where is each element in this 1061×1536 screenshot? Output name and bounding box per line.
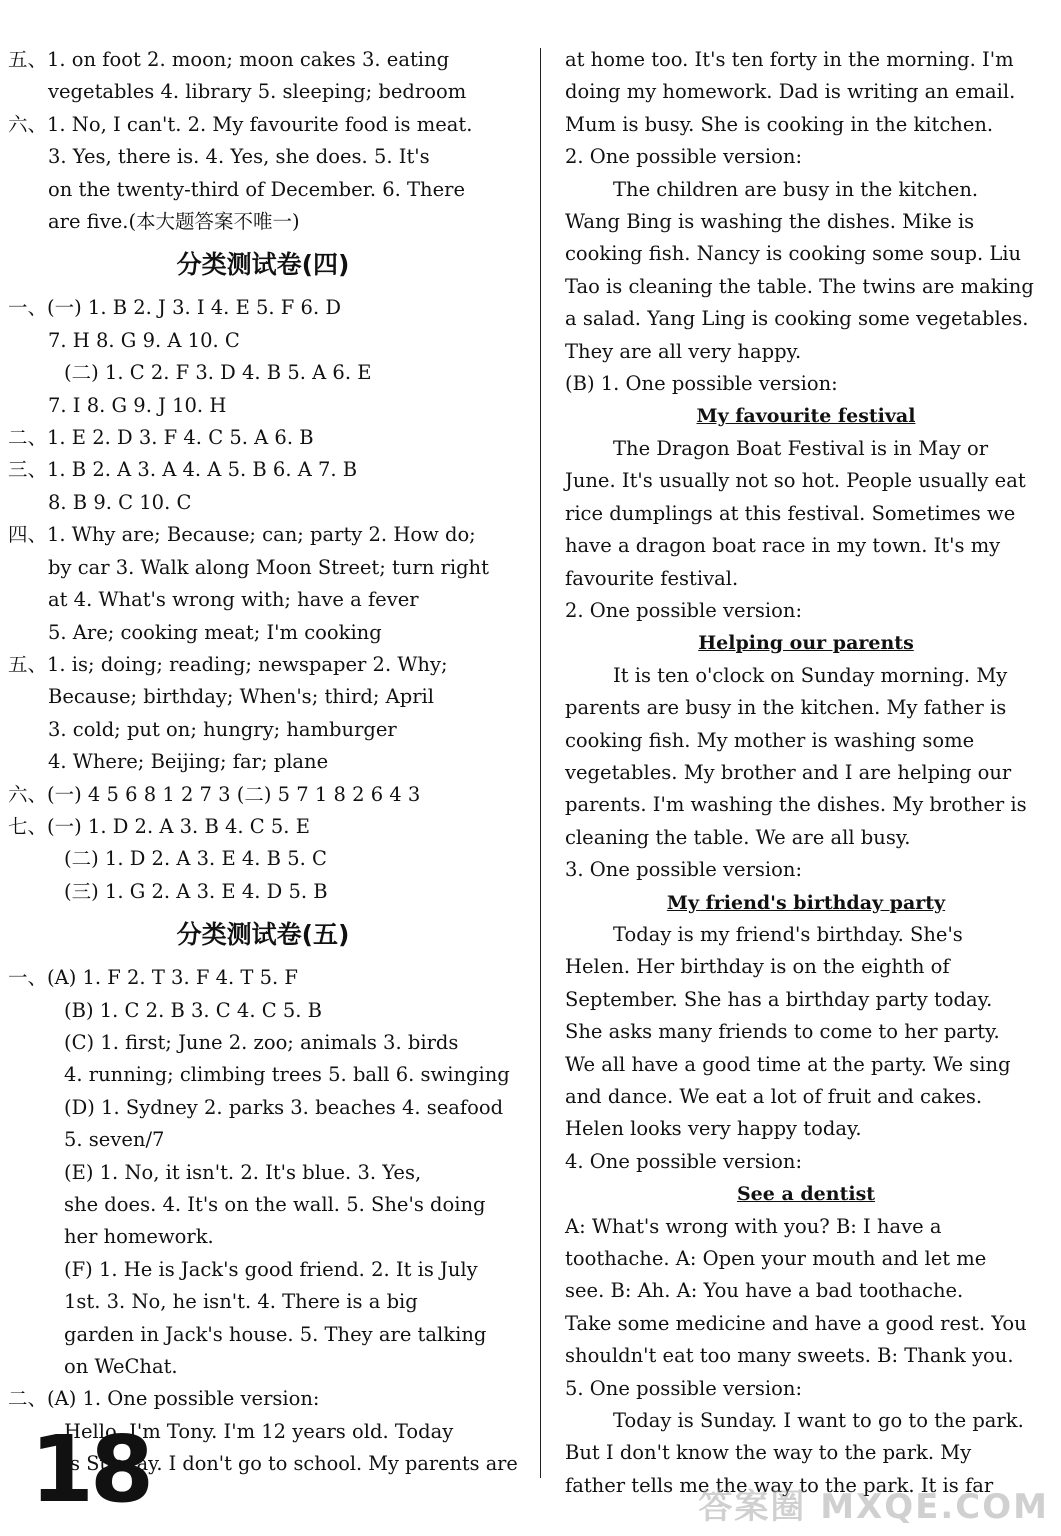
answer-line: 一、(A) 1. F 2. T 3. F 4. T 5. F <box>8 966 298 990</box>
answer-line: (C) 1. first; June 2. zoo; animals 3. birds <box>64 1030 459 1054</box>
answer-line: toothache. A: Open your mouth and let me <box>565 1247 987 1271</box>
answer-line: (F) 1. He is Jack's good friend. 2. It is July <box>64 1257 478 1281</box>
answer-line: 3. One possible version: <box>565 858 803 882</box>
answer-line: A: What's wrong with you? B: I have a <box>565 1214 942 1238</box>
answer-line: But I don't know the way to the park. My <box>565 1441 972 1465</box>
answer-line: 3. cold; put on; hungry; hamburger <box>48 717 397 741</box>
answer-line: 4. One possible version: <box>565 1149 803 1173</box>
answer-line: 4. Where; Beijing; far; plane <box>48 750 329 774</box>
answer-line: 二、1. E 2. D 3. F 4. C 5. A 6. B <box>8 426 314 450</box>
section-heading: 分类测试卷(四) <box>176 250 350 280</box>
answer-line: cooking fish. Nancy is cooking some soup. Liu <box>565 242 1022 266</box>
answer-line: vegetables. My brother and I are helping our <box>565 760 1012 784</box>
answer-line: (二) 1. C 2. F 3. D 4. B 5. A 6. E <box>64 361 372 385</box>
answer-line: They are all very happy. <box>565 339 802 363</box>
answer-line: 3. Yes, there is. 4. Yes, she does. 5. It's <box>48 145 430 169</box>
answer-line: June. It's usually not so hot. People usually eat <box>565 469 1026 493</box>
answer-line: Wang Bing is washing the dishes. Mike is <box>565 210 975 234</box>
answer-line: Tao is cleaning the table. The twins are making <box>565 274 1034 298</box>
section-heading: 分类测试卷(五) <box>176 920 350 950</box>
answer-line: on the twenty-third of December. 6. There <box>48 177 465 201</box>
answer-line: 1st. 3. No, he isn't. 4. There is a big <box>64 1290 418 1314</box>
answer-line: 七、(一) 1. D 2. A 3. B 4. C 5. E <box>8 814 310 838</box>
answer-line: at home too. It's ten forty in the morning. I'm <box>565 48 1014 71</box>
essay-title: My favourite festival <box>696 405 916 428</box>
answer-line: Helen looks very happy today. <box>565 1117 862 1141</box>
answer-line: her homework. <box>64 1225 214 1249</box>
answer-line: 4. running; climbing trees 5. ball 6. swinging <box>64 1063 510 1087</box>
answer-line: 三、1. B 2. A 3. A 4. A 5. B 6. A 7. B <box>8 458 358 482</box>
answer-line: (B) 1. One possible version: <box>565 372 838 396</box>
essay-title: My friend's birthday party <box>666 891 946 914</box>
answer-line: Because; birthday; When's; third; April <box>48 685 435 709</box>
answer-line: a salad. Yang Ling is cooking some vegetables. <box>565 307 1029 331</box>
answer-line: (D) 1. Sydney 2. parks 3. beaches 4. seafood <box>64 1095 504 1119</box>
answer-line: Today is my friend's birthday. She's <box>613 922 963 946</box>
answer-line: 5. One possible version: <box>565 1376 803 1400</box>
answer-line: favourite festival. <box>565 566 739 590</box>
answer-line: 五、1. is; doing; reading; newspaper 2. Why; <box>8 652 448 676</box>
answer-line: It is ten o'clock on Sunday morning. My <box>613 663 1008 687</box>
answer-line: We all have a good time at the party. We sing <box>565 1052 1011 1076</box>
essay-title: See a dentist <box>736 1183 876 1206</box>
answer-line: 六、(一) 4 5 6 8 1 2 7 3 (二) 5 7 1 8 2 6 4 3 <box>8 782 421 806</box>
answer-line: The children are busy in the kitchen. <box>613 177 979 201</box>
answer-line: Mum is busy. She is cooking in the kitchen. <box>565 112 994 136</box>
answer-line: Today is Sunday. I want to go to the park. <box>613 1409 1024 1433</box>
answer-line: and dance. We eat a lot of fruit and cakes. <box>565 1085 983 1108</box>
answer-line: shouldn't eat too many sweets. B: Thank you. <box>565 1344 1014 1368</box>
answer-line: 一、(一) 1. B 2. J 3. I 4. E 5. F 6. D <box>8 296 341 320</box>
answer-line: vegetables 4. library 5. sleeping; bedroom <box>48 80 467 104</box>
answer-line: by car 3. Walk along Moon Street; turn right <box>48 555 489 579</box>
answer-line: father tells me the way to the park. It is far <box>565 1473 994 1497</box>
answer-line: she does. 4. It's on the wall. 5. She's doing <box>64 1193 486 1216</box>
answer-line: have a dragon boat race in my town. It's my <box>565 534 1001 558</box>
answer-line: parents are busy in the kitchen. My father is <box>565 696 1007 720</box>
answer-line: garden in Jack's house. 5. They are talking <box>64 1322 487 1346</box>
answer-line: 五、1. on foot 2. moon; moon cakes 3. eating <box>8 48 450 71</box>
answer-line: Hello, I'm Tony. I'm 12 years old. Today <box>64 1419 454 1443</box>
answer-line: are five.(本大题答案不唯一) <box>48 210 300 234</box>
answer-line: at 4. What's wrong with; have a fever <box>48 588 419 612</box>
answer-line: Take some medicine and have a good rest. You <box>565 1311 1027 1335</box>
watermark: 答案圈 MXQE.COM <box>698 1487 1049 1527</box>
column-divider <box>540 48 541 1478</box>
right-column <box>565 44 1047 1502</box>
answer-line: Helen. Her birthday is on the eighth of <box>565 955 950 979</box>
answer-line: September. She has a birthday party today. <box>565 987 993 1011</box>
left-column <box>8 44 518 1481</box>
answer-line: doing my homework. Dad is writing an email. <box>565 80 1016 104</box>
essay-title: Helping our parents <box>698 632 914 655</box>
answer-line: 7. H 8. G 9. A 10. C <box>48 328 240 352</box>
answer-line: (二) 1. D 2. A 3. E 4. B 5. C <box>64 847 327 871</box>
answer-line: 5. Are; cooking meat; I'm cooking <box>48 620 382 644</box>
page-number: 18 <box>30 1416 151 1523</box>
answer-line: (三) 1. G 2. A 3. E 4. D 5. B <box>64 879 328 903</box>
answer-line: on WeChat. <box>64 1355 178 1379</box>
answer-line: 5. seven/7 <box>64 1128 165 1152</box>
answer-line: (E) 1. No, it isn't. 2. It's blue. 3. Yes, <box>64 1160 422 1184</box>
answer-line: (B) 1. C 2. B 3. C 4. C 5. B <box>64 998 322 1022</box>
answer-line: rice dumplings at this festival. Sometimes we <box>565 501 1016 525</box>
answer-line: 8. B 9. C 10. C <box>48 490 192 514</box>
answer-line: 2. One possible version: <box>565 145 803 169</box>
answer-line: 二、(A) 1. One possible version: <box>8 1387 320 1411</box>
answer-line: 六、1. No, I can't. 2. My favourite food is meat. <box>8 112 473 136</box>
answer-line: 7. I 8. G 9. J 10. H <box>48 393 227 417</box>
answer-line: see. B: Ah. A: You have a bad toothache. <box>565 1279 964 1303</box>
answer-line: parents. I'm washing the dishes. My brother is <box>565 793 1027 817</box>
answer-line: She asks many friends to come to her party. <box>565 1020 1000 1044</box>
answer-line: is Sunday. I don't go to school. My parents are <box>64 1452 518 1476</box>
answer-line: 四、1. Why are; Because; can; party 2. How do; <box>8 523 476 547</box>
answer-line: The Dragon Boat Festival is in May or <box>613 436 989 460</box>
answer-line: cleaning the table. We are all busy. <box>565 825 911 849</box>
answer-line: cooking fish. My mother is washing some <box>565 728 975 752</box>
answer-line: 2. One possible version: <box>565 598 803 622</box>
